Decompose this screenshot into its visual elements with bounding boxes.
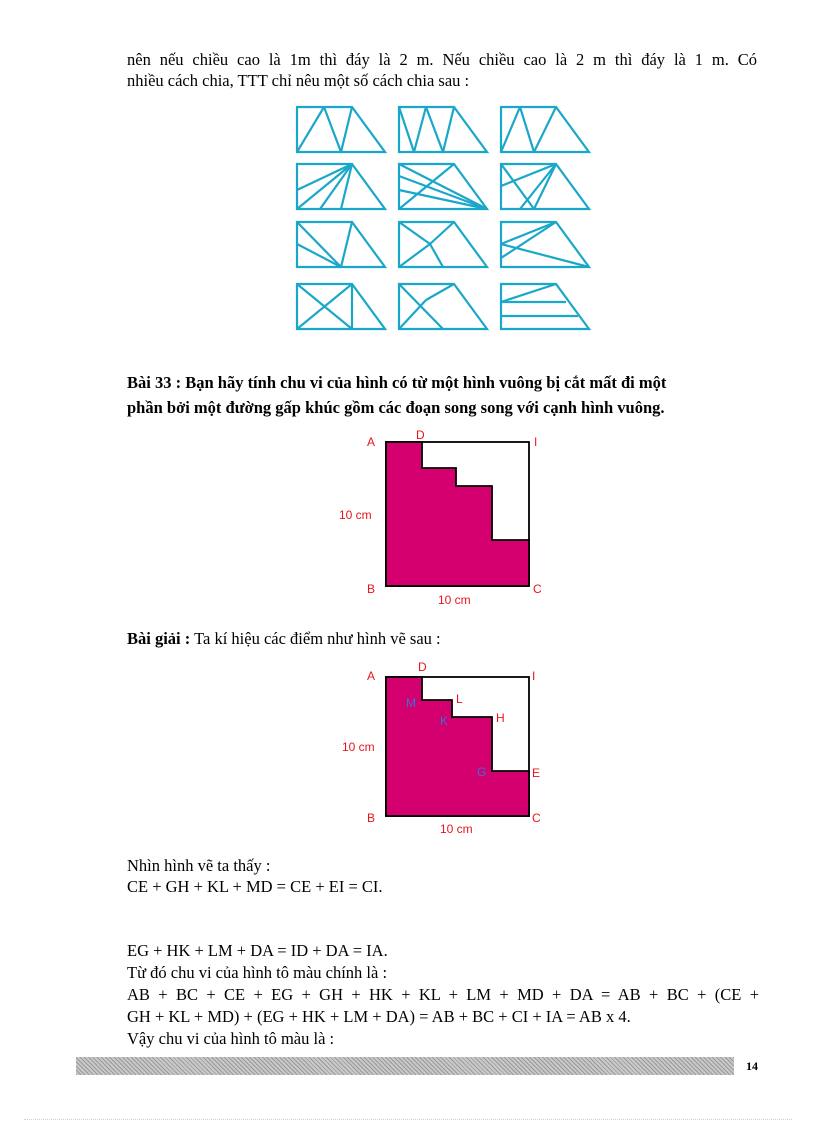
fig1-side-length: 10 cm — [339, 508, 372, 522]
body-line-4: Từ đó chu vi của hình tô màu chính là : — [127, 963, 388, 982]
fig2-bottom-length: 10 cm — [440, 822, 473, 836]
fig1-label-a: A — [367, 435, 376, 449]
fig2-side-length: 10 cm — [342, 740, 375, 754]
fig2-label-l: L — [456, 692, 463, 706]
page-bottom-divider — [24, 1119, 792, 1120]
fig2-label-d: D — [418, 660, 427, 674]
body-line-1: Nhìn hình vẽ ta thấy : — [127, 856, 271, 875]
fig2-label-g: G — [477, 765, 487, 779]
intro-line-1: nên nếu chiều cao là 1m thì đáy là 2 m. Nếu chiều cao là 2 m thì đáy là 1 m. Có — [127, 50, 757, 69]
footer-bar — [76, 1057, 734, 1075]
solution-intro: Ta kí hiệu các điểm như hình vẽ sau : — [194, 629, 441, 648]
fig1-label-b: B — [367, 582, 376, 596]
solution-heading: Bài giải : — [127, 629, 191, 648]
fig1-bottom-length: 10 cm — [438, 593, 471, 607]
fig2-label-c: C — [532, 811, 541, 825]
problem-line-1: Bài 33 : Bạn hãy tính chu vi của hình có từ một hình vuông bị cắt mất đi một — [127, 373, 667, 392]
fig1-label-i: I — [534, 435, 538, 449]
intro-line-2: nhiều cách chia, TTT chỉ nêu một số cách chia sau : — [127, 71, 470, 90]
fig2-label-b: B — [367, 811, 376, 825]
fig1-label-d: D — [416, 428, 425, 442]
fig2-label-e: E — [532, 766, 541, 780]
fig2-label-i: I — [532, 669, 536, 683]
body-line-2: CE + GH + KL + MD = CE + EI = CI. — [127, 877, 383, 896]
fig2-label-a: A — [367, 669, 376, 683]
body-line-6: GH + KL + MD) + (EG + HK + LM + DA) = AB + BC + CI + IA = AB x 4. — [127, 1007, 631, 1026]
fig1-label-c: C — [533, 582, 542, 596]
body-line-5: AB + BC + CE + EG + GH + HK + KL + LM + MD + DA = AB + BC + (CE + — [127, 985, 759, 1004]
body-line-3: EG + HK + LM + DA = ID + DA = IA. — [127, 941, 388, 960]
problem-line-2: phần bởi một đường gấp khúc gồm các đoạn song song với cạnh hình vuông. — [127, 398, 665, 417]
fig2-label-k: K — [440, 714, 449, 728]
body-line-7: Vậy chu vi của hình tô màu là : — [127, 1029, 335, 1048]
fig2-label-m: M — [406, 696, 416, 710]
fig2-label-h: H — [496, 711, 505, 725]
page-number: 14 — [746, 1059, 758, 1073]
